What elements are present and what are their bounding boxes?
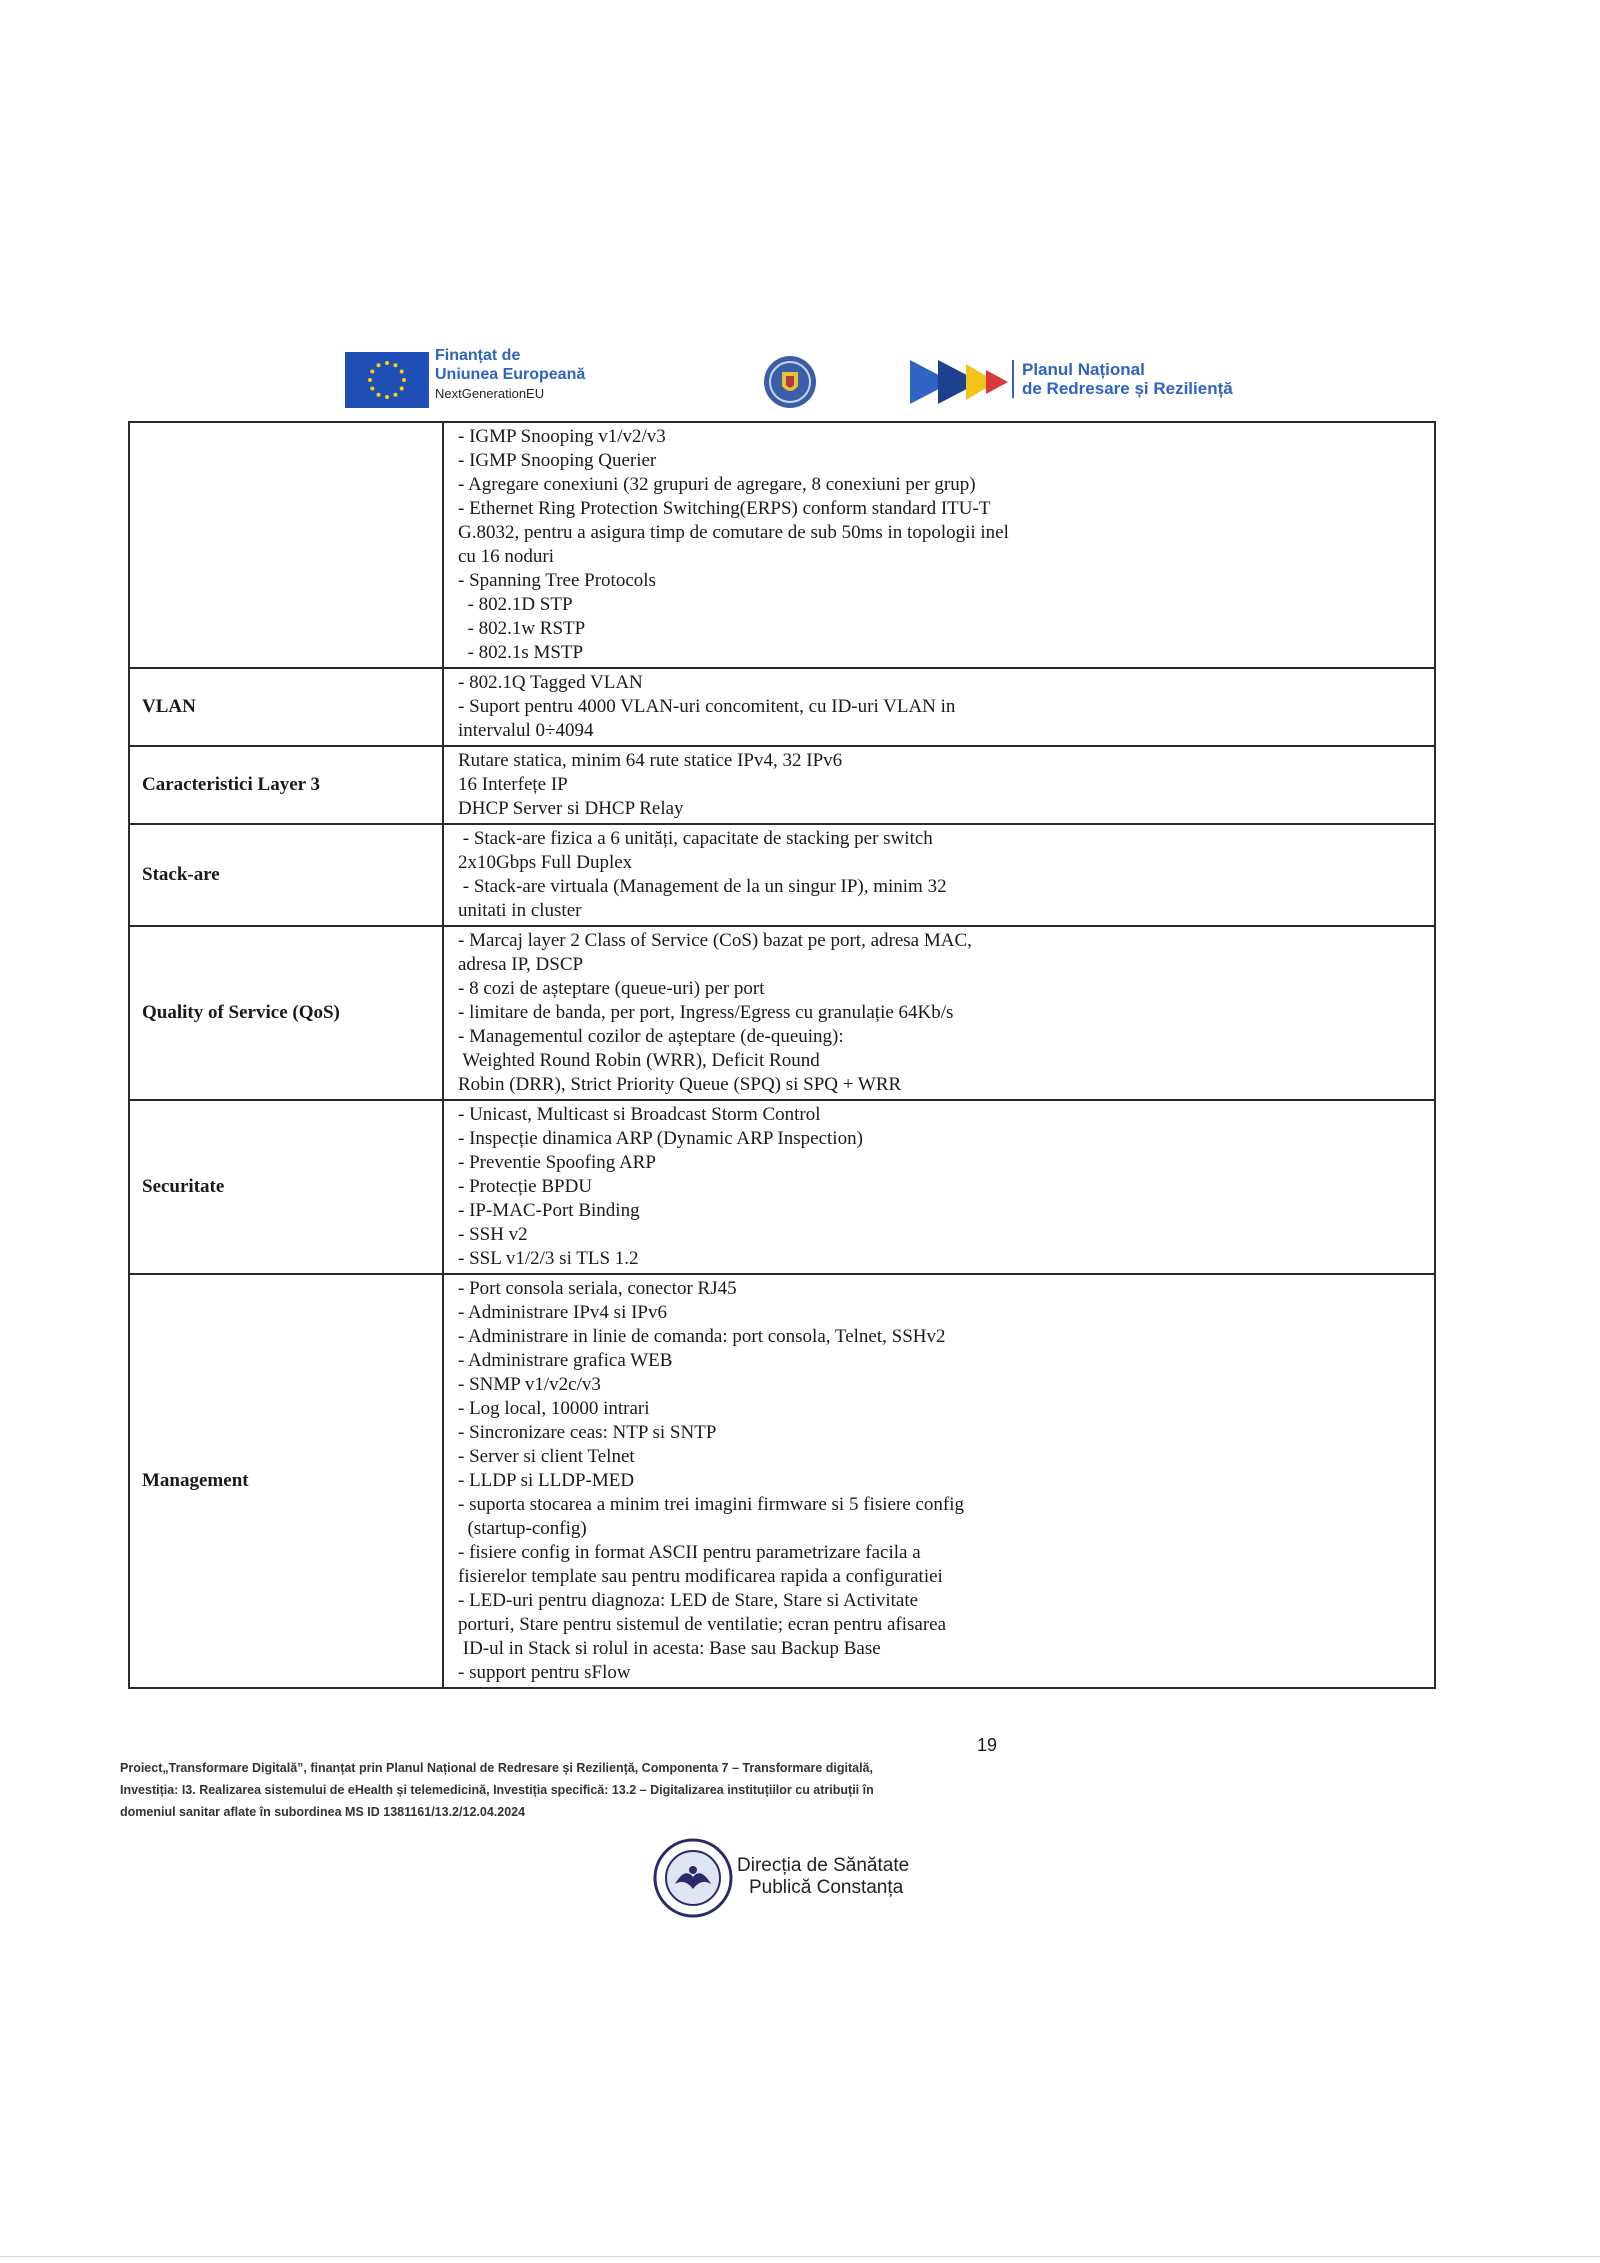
- footer-project-note: [120, 1757, 1000, 1823]
- spec-line: - IP-MAC-Port Binding: [458, 1200, 640, 1221]
- spec-row: [129, 824, 1435, 926]
- spec-line: ID-ul in Stack si rolul in acesta: Base sau Backup Base: [458, 1638, 881, 1659]
- spec-row-label: Stack-are: [129, 824, 443, 926]
- pnrr-text-line1: Planul Național: [1022, 360, 1145, 379]
- spec-line: - Sincronizare ceas: NTP si SNTP: [458, 1422, 717, 1443]
- eu-text-line3: NextGenerationEU: [435, 386, 545, 401]
- spec-row-content: [443, 1274, 1435, 1688]
- spec-line: - 802.1w RSTP: [458, 618, 586, 639]
- eu-text-line1: Finanțat de: [435, 347, 521, 364]
- spec-line: - Stack-are virtuala (Management de la un singur IP), minim 32: [458, 876, 947, 897]
- spec-line: unitati in cluster: [458, 900, 582, 921]
- spec-line: Robin (DRR), Strict Priority Queue (SPQ) si SPQ + WRR: [458, 1074, 902, 1095]
- page-header: [345, 346, 1235, 408]
- spec-line: - Protecție BPDU: [458, 1176, 593, 1197]
- spec-line: - SNMP v1/v2c/v3: [458, 1374, 601, 1395]
- spec-row: [129, 746, 1435, 824]
- spec-line: - Administrare IPv4 si IPv6: [458, 1302, 667, 1323]
- spec-line: - Spanning Tree Protocols: [458, 570, 656, 591]
- spec-line: - Log local, 10000 intrari: [458, 1398, 650, 1419]
- spec-line: - SSL v1/2/3 si TLS 1.2: [458, 1248, 639, 1269]
- spec-line: 16 Interfețe IP: [458, 774, 568, 795]
- footer-line2: Investiția: I3. Realizarea sistemului de eHealth și telemedicină, Investiția specifică: 13.2 – Digitalizarea instituțiilor cu atribuții în: [120, 1783, 874, 1797]
- spec-row-content: [443, 824, 1435, 926]
- spec-line: - Marcaj layer 2 Class of Service (CoS) bazat pe port, adresa MAC,: [458, 930, 972, 951]
- spec-line: - Unicast, Multicast si Broadcast Storm Control: [458, 1104, 821, 1125]
- spec-row-label: [129, 422, 443, 668]
- spec-line: - Administrare in linie de comanda: port consola, Telnet, SSHv2: [458, 1326, 946, 1347]
- spec-line: - fisiere config in format ASCII pentru parametrizare facila a: [458, 1542, 921, 1563]
- spec-line: intervalul 0÷4094: [458, 720, 594, 741]
- spec-row-content: [443, 1100, 1435, 1274]
- spec-row-label: Management: [129, 1274, 443, 1688]
- spec-line: - LED-uri pentru diagnoza: LED de Stare, Stare si Activitate: [458, 1590, 919, 1611]
- spec-line: DHCP Server si DHCP Relay: [458, 798, 684, 819]
- spec-row-label: VLAN: [129, 668, 443, 746]
- spec-line: - IGMP Snooping Querier: [458, 450, 657, 471]
- spec-line: - Stack-are fizica a 6 unități, capacitate de stacking per switch: [458, 828, 933, 849]
- spec-line: - Administrare grafica WEB: [458, 1350, 673, 1371]
- spec-line: - Server si client Telnet: [458, 1446, 635, 1467]
- spec-row: [129, 1100, 1435, 1274]
- page-bottom-edge: [0, 2256, 1600, 2257]
- eu-text-line2: Uniunea Europeană: [435, 366, 586, 383]
- spec-line: - 8 cozi de așteptare (queue-uri) per port: [458, 978, 765, 999]
- dsp-constanta-text: [737, 1855, 909, 1899]
- spec-line: - Inspecție dinamica ARP (Dynamic ARP Inspection): [458, 1128, 863, 1149]
- spec-row-content: [443, 926, 1435, 1100]
- spec-line: G.8032, pentru a asigura timp de comutare de sub 50ms in topologii inel: [458, 522, 1009, 543]
- spec-line: adresa IP, DSCP: [458, 954, 584, 975]
- eu-funding-text: [435, 346, 585, 403]
- pnrr-arrow-logo-icon: [910, 354, 1015, 410]
- spec-row-content: [443, 422, 1435, 668]
- spec-row: [129, 668, 1435, 746]
- spec-line: - SSH v2: [458, 1224, 528, 1245]
- spec-line: Rutare statica, minim 64 rute statice IPv4, 32 IPv6: [458, 750, 843, 771]
- spec-row-label: Securitate: [129, 1100, 443, 1274]
- spec-line: porturi, Stare pentru sistemul de ventilatie; ecran pentru afisarea: [458, 1614, 947, 1635]
- spec-line: - IGMP Snooping v1/v2/v3: [458, 426, 666, 447]
- spec-row-label: Quality of Service (QoS): [129, 926, 443, 1100]
- spec-line: 2x10Gbps Full Duplex: [458, 852, 633, 873]
- spec-row: [129, 1274, 1435, 1688]
- dsp-text-line1: Direcția de Sănătate: [737, 1855, 910, 1876]
- eu-flag-icon: [345, 352, 429, 408]
- spec-line: - 802.1Q Tagged VLAN: [458, 672, 643, 693]
- footer-line3: domeniul sanitar aflate în subordinea MS ID 1381161/13.2/12.04.2024: [120, 1805, 526, 1819]
- spec-line: - suporta stocarea a minim trei imagini firmware si 5 fisiere config: [458, 1494, 964, 1515]
- spec-line: cu 16 noduri: [458, 546, 555, 567]
- spec-row-label: Caracteristici Layer 3: [129, 746, 443, 824]
- spec-line: - Suport pentru 4000 VLAN-uri concomitent, cu ID-uri VLAN in: [458, 696, 956, 717]
- spec-line: - LLDP si LLDP-MED: [458, 1470, 635, 1491]
- page-number: 19: [977, 1735, 998, 1755]
- spec-line: - limitare de banda, per port, Ingress/Egress cu granulație 64Kb/s: [458, 1002, 954, 1023]
- spec-row: [129, 422, 1435, 668]
- spec-line: fisierelor template sau pentru modificarea rapida a configuratiei: [458, 1566, 943, 1587]
- specifications-table: [128, 421, 1436, 1689]
- spec-line: Weighted Round Robin (WRR), Deficit Round: [458, 1050, 820, 1071]
- spec-line: - Preventie Spoofing ARP: [458, 1152, 656, 1173]
- pnrr-text: [1012, 360, 1233, 398]
- footer-line1: Proiect„Transformare Digitală”, finanțat prin Planul Național de Redresare și Reziliență, Componenta 7 – Transformare digitală,: [120, 1761, 873, 1775]
- spec-line: - 802.1D STP: [458, 594, 573, 615]
- spec-line: - 802.1s MSTP: [458, 642, 584, 663]
- pnrr-text-line2: de Redresare și Reziliență: [1022, 379, 1233, 398]
- spec-row: [129, 926, 1435, 1100]
- spec-line: - Port consola seriala, conector RJ45: [458, 1278, 737, 1299]
- romanian-government-seal-icon: [760, 354, 820, 410]
- dsp-text-line2: Publică Constanța: [749, 1877, 904, 1898]
- spec-line: (startup-config): [458, 1518, 587, 1539]
- spec-line: - Agregare conexiuni (32 grupuri de agregare, 8 conexiuni per grup): [458, 474, 976, 495]
- spec-row-content: [443, 746, 1435, 824]
- spec-row-content: [443, 668, 1435, 746]
- spec-line: - Managementul cozilor de așteptare (de-queuing):: [458, 1026, 844, 1047]
- dsp-constanta-seal-icon: [652, 1837, 734, 1919]
- spec-line: - Ethernet Ring Protection Switching(ERPS) conform standard ITU-T: [458, 498, 991, 519]
- spec-line: - support pentru sFlow: [458, 1662, 631, 1683]
